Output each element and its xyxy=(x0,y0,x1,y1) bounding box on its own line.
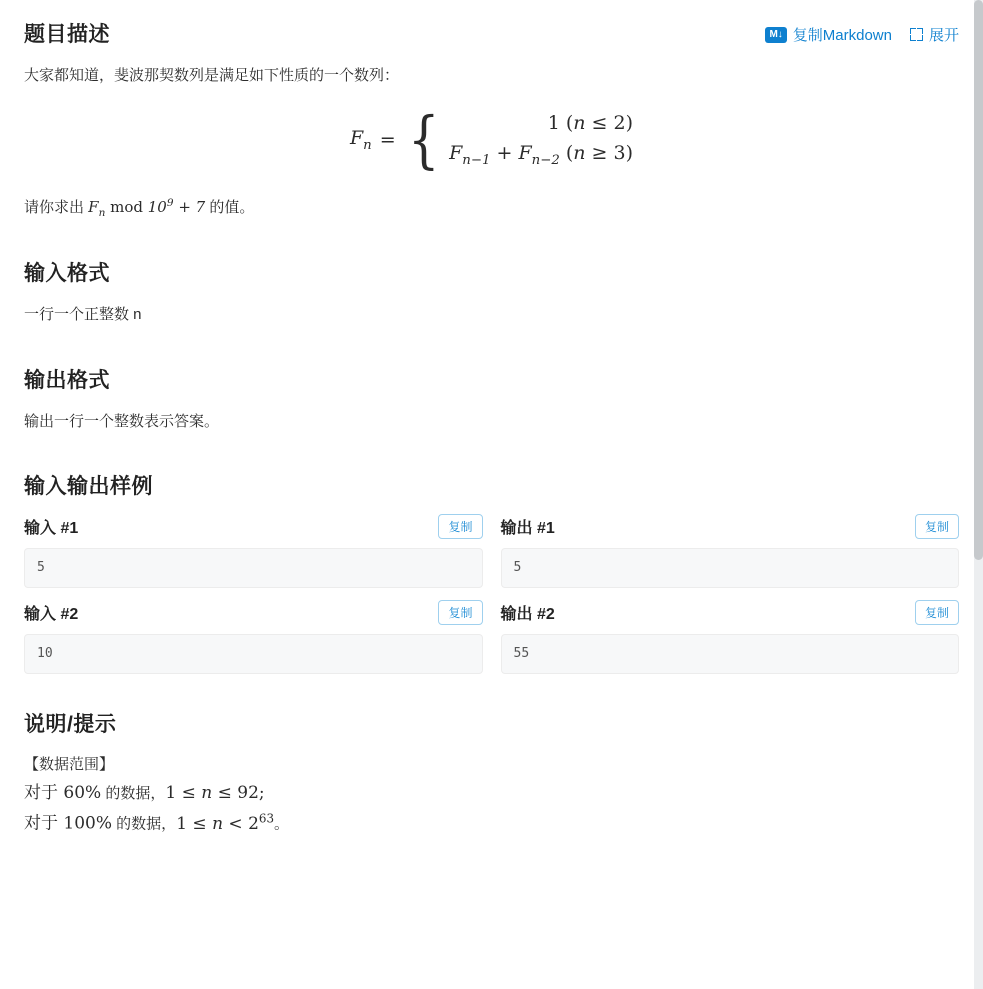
copy-sample-output-2-button[interactable]: 复制 xyxy=(915,600,959,625)
copy-sample-input-2-button[interactable]: 复制 xyxy=(438,600,482,625)
copy-sample-output-1-button[interactable]: 复制 xyxy=(915,514,959,539)
input-format-label: 一行一个正整数 n xyxy=(24,306,142,324)
output-format-text: 输出一行一个整数表示答案。 xyxy=(24,412,220,430)
sample-input-1-label: 输入 #1 xyxy=(24,520,79,538)
samples-title: 输入输出样例 xyxy=(24,475,153,499)
copy-sample-input-1-button[interactable]: 复制 xyxy=(438,514,482,539)
toolbar xyxy=(765,18,959,45)
tail-pre: 请你求出 xyxy=(24,198,89,216)
sample-output-2-value: 55 xyxy=(501,634,960,674)
hint-line-3 xyxy=(24,808,959,839)
copy-markdown-button[interactable] xyxy=(765,24,892,45)
formula-equals: = xyxy=(379,128,396,151)
sample-output-1-value: 5 xyxy=(501,548,960,588)
expand-icon xyxy=(910,28,923,41)
hint-line-2-pre: 对于 xyxy=(24,782,64,803)
tail-formula: $F_n$ mod $10^9 + 7$ xyxy=(88,196,206,219)
input-format-title: 输入格式 xyxy=(24,262,110,286)
scrollbar-thumb[interactable] xyxy=(974,0,983,560)
formula-case-1: 1 (n ≤ 2) xyxy=(547,111,634,134)
sample-input-1 xyxy=(24,514,483,588)
sample-output-2-label: 输出 #2 xyxy=(500,606,555,624)
input-format-text xyxy=(24,301,959,330)
tail-post: 的值。 xyxy=(205,198,255,216)
description-text: 大家都知道，斐波那契数列是满足如下性质的一个数列： xyxy=(24,67,400,84)
formula-lhs: $F_n$ xyxy=(349,126,372,153)
hint-line-3-math: $1 \le n < 2^{63}$ xyxy=(176,811,275,835)
description-tail xyxy=(24,193,959,224)
sample-input-2-value: 10 xyxy=(24,634,483,674)
fibonacci-formula xyxy=(24,102,959,176)
expand-label: 展开 xyxy=(928,27,959,44)
problem-content xyxy=(24,18,959,840)
hint-line-2-end: ; xyxy=(258,782,265,803)
hint-line-3-end: 。 xyxy=(274,816,290,834)
hint-line-2-mid: 的数据， xyxy=(101,784,166,802)
hint-title: 说明/提示 xyxy=(24,713,117,737)
hint-line-3-pct: 100% xyxy=(63,814,113,835)
hint-body xyxy=(24,752,959,839)
formula-case-2: $F_{n-1} + F_{n-2}$ (n ≥ 3) xyxy=(449,141,634,168)
description-header xyxy=(24,18,959,62)
formula-brace: { xyxy=(407,102,440,176)
scrollbar-track[interactable] xyxy=(974,0,983,989)
sample-output-1 xyxy=(501,514,960,588)
sample-output-1-label: 输出 #1 xyxy=(500,520,555,538)
sample-pair-1 xyxy=(24,514,959,588)
sample-input-2-label: 输入 #2 xyxy=(24,606,79,624)
output-format-title: 输出格式 xyxy=(24,368,110,392)
hint-line-2-pct: 60% xyxy=(63,782,102,803)
hint-line-3-pre: 对于 xyxy=(24,814,64,835)
hint-line-1: 【数据范围】 xyxy=(24,756,115,774)
sample-input-1-value: 5 xyxy=(24,548,483,588)
hint-line-2 xyxy=(24,779,959,809)
hint-line-3-mid: 的数据， xyxy=(112,816,177,834)
page-title: 题目描述 xyxy=(24,23,110,46)
copy-markdown-label: 复制Markdown xyxy=(792,27,892,44)
sample-input-2 xyxy=(24,600,483,674)
sample-pair-2 xyxy=(24,600,959,674)
sample-output-2 xyxy=(501,600,960,674)
expand-button[interactable] xyxy=(910,24,959,45)
hint-line-2-math: 1 ≤ n ≤ 92 xyxy=(165,782,259,803)
markdown-icon: M↓ xyxy=(765,27,786,43)
